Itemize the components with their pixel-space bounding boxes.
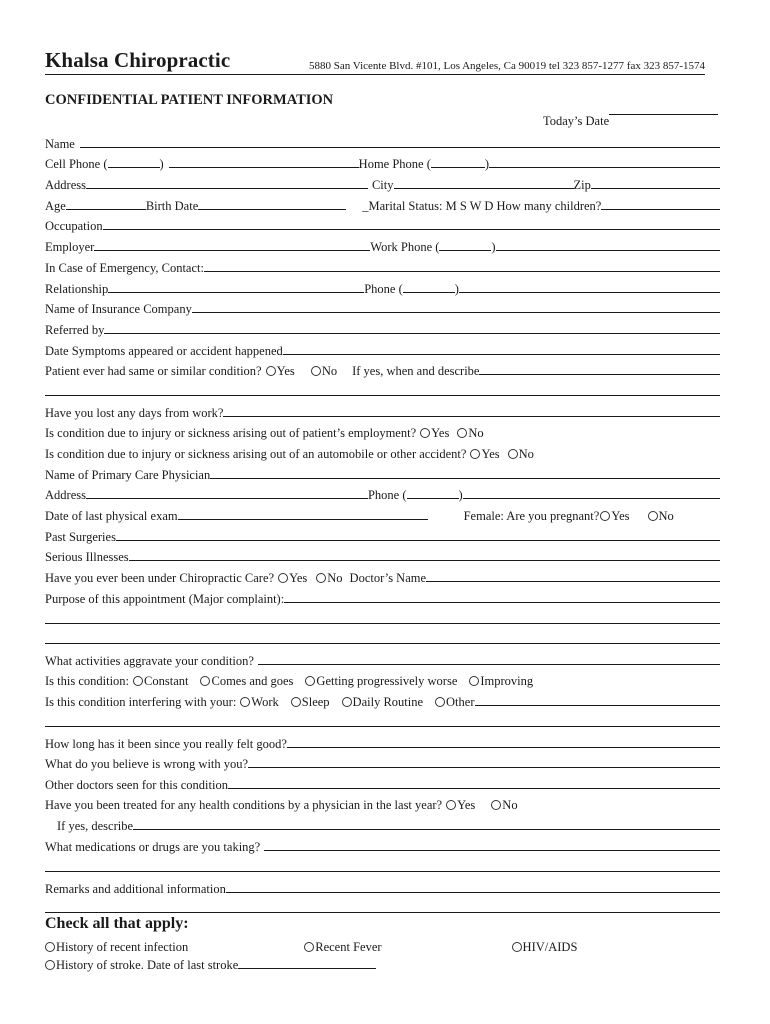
work-phone-field[interactable] — [496, 250, 720, 251]
recent-infection-label: History of recent infection — [56, 940, 189, 954]
lost-days-label: Have you lost any days from work? — [45, 406, 224, 420]
row-blank-4 — [45, 711, 720, 731]
treated-yes[interactable] — [442, 798, 475, 813]
row-believe-wrong — [45, 752, 720, 772]
radio-circle-icon[interactable] — [457, 428, 467, 438]
treated-no[interactable] — [487, 798, 517, 813]
radio-circle-icon[interactable] — [311, 366, 321, 376]
past-surgeries-label: Past Surgeries — [45, 530, 116, 544]
insurance-field[interactable] — [192, 312, 720, 313]
no-label: No — [468, 426, 484, 440]
condition-improving[interactable] — [465, 674, 533, 689]
city-field[interactable] — [394, 188, 574, 189]
radio-circle-icon[interactable] — [266, 366, 276, 376]
condition-constant[interactable] — [129, 674, 188, 689]
row-felt-good — [45, 732, 720, 752]
insurance-label: Name of Insurance Company — [45, 302, 192, 316]
row-physician-address — [45, 483, 720, 503]
daily-routine-label: Daily Routine — [352, 695, 424, 709]
other-label: Other — [446, 695, 475, 709]
occupation-field[interactable] — [103, 229, 720, 230]
doctors-name-label: Doctor’s Name — [349, 571, 427, 585]
name-label: Name — [45, 137, 75, 151]
felt-good-label: How long has it been since you really felt good? — [45, 737, 287, 751]
other-doctors-field[interactable] — [228, 788, 720, 789]
row-past-surgeries — [45, 525, 720, 545]
row-occupation — [45, 214, 720, 234]
home-area-code-field[interactable] — [431, 167, 485, 168]
interfering-work[interactable] — [236, 695, 278, 710]
row-referred — [45, 318, 720, 338]
yes-label: Yes — [276, 364, 295, 378]
cell-paren-close: ) — [159, 157, 164, 171]
auto-injury-yes[interactable] — [466, 447, 499, 462]
row-address — [45, 173, 720, 193]
doctors-name-field[interactable] — [426, 581, 720, 582]
condition-comes-and-goes[interactable] — [196, 674, 293, 689]
row-medications — [45, 835, 720, 855]
clinic-contact-info: 5880 San Vicente Blvd. #101, Los Angeles, Ca 90019 tel 323 857-1277 fax 323 857-1574 — [308, 60, 705, 72]
date-symptoms-field[interactable] — [283, 354, 720, 355]
row-aggravate — [45, 649, 720, 669]
chiro-care-yes[interactable] — [274, 571, 307, 586]
purpose-continuation-field-2[interactable] — [45, 643, 720, 644]
interfering-label: Is this condition interfering with your: — [45, 695, 237, 709]
row-blank-6 — [45, 897, 720, 917]
purpose-label: Purpose of this appointment (Major complaint): — [45, 592, 285, 606]
address-field[interactable] — [86, 188, 368, 189]
auto-injury-no[interactable] — [504, 447, 534, 462]
employment-injury-label: Is condition due to injury or sickness arising out of patient’s employment? — [45, 426, 417, 440]
row-serious-illnesses — [45, 545, 720, 565]
todays-date-row — [543, 114, 718, 129]
no-label: No — [327, 571, 343, 585]
serious-illnesses-field[interactable] — [129, 560, 720, 561]
chiro-care-no[interactable] — [312, 571, 342, 586]
if-yes-describe-label: If yes, when and describe — [352, 364, 480, 378]
physician-paren-close: ) — [458, 488, 463, 502]
row-same-condition — [45, 359, 720, 379]
believe-wrong-field[interactable] — [248, 767, 720, 768]
constant-label: Constant — [144, 674, 189, 688]
medications-label: What medications or drugs are you taking? — [45, 840, 261, 854]
row-insurance — [45, 297, 720, 317]
pregnant-yes[interactable] — [599, 509, 629, 524]
lost-days-field[interactable] — [223, 416, 720, 417]
marital-status-label: _Marital Status: M S W D How many children? — [362, 199, 602, 213]
chiro-care-label: Have you ever been under Chiropractic Care? — [45, 571, 275, 585]
hiv-aids-label: HIV/AIDS — [522, 940, 578, 954]
same-condition-yes[interactable] — [262, 364, 295, 379]
referred-by-label: Referred by — [45, 323, 105, 337]
medications-continuation-field[interactable] — [45, 871, 720, 872]
remarks-label: Remarks and additional information — [45, 882, 226, 896]
serious-illnesses-label: Serious Illnesses — [45, 550, 129, 564]
form-title: CONFIDENTIAL PATIENT INFORMATION — [45, 92, 334, 108]
comes-and-goes-label: Comes and goes — [211, 674, 294, 688]
home-paren-close: ) — [484, 157, 490, 171]
physician-area-code-field[interactable] — [407, 498, 459, 499]
emergency-contact-label: In Case of Emergency, Contact: — [45, 261, 204, 275]
referred-by-field[interactable] — [104, 333, 720, 334]
believe-wrong-label: What do you believe is wrong with you? — [45, 757, 249, 771]
row-purpose — [45, 587, 720, 607]
letterhead — [45, 50, 705, 75]
row-checklist-1 — [45, 935, 720, 955]
emergency-phone-field[interactable] — [459, 292, 720, 293]
row-relationship — [45, 277, 720, 297]
treated-describe-field[interactable] — [133, 829, 720, 830]
same-condition-no[interactable] — [307, 364, 337, 379]
todays-date-label: Today’s Date — [543, 114, 610, 128]
employer-label: Employer — [45, 240, 95, 254]
row-treated-last-year — [45, 793, 720, 813]
remarks-field[interactable] — [226, 892, 720, 893]
relationship-field[interactable] — [108, 292, 364, 293]
no-label: No — [658, 509, 674, 523]
row-primary-physician — [45, 463, 720, 483]
physician-phone-field[interactable] — [463, 498, 720, 499]
medications-field[interactable] — [264, 850, 720, 851]
condition-is-label: Is this condition: — [45, 674, 130, 688]
condition-getting-worse[interactable] — [301, 674, 457, 689]
check-history-stroke[interactable] — [45, 958, 238, 973]
employment-injury-yes[interactable] — [416, 426, 449, 441]
no-label: No — [518, 447, 534, 461]
checkbox-circle-icon[interactable] — [304, 942, 314, 952]
same-condition-label: Patient ever had same or similar condition? — [45, 364, 262, 378]
birth-date-label: Birth Date — [145, 199, 199, 213]
work-phone-label: Work Phone ( — [370, 240, 440, 254]
radio-circle-icon[interactable] — [648, 511, 658, 521]
row-lost-days — [45, 401, 720, 421]
interfering-other-field[interactable] — [475, 705, 721, 706]
yes-label: Yes — [289, 571, 308, 585]
row-blank-2 — [45, 608, 720, 628]
clinic-name: Khalsa Chiropractic — [45, 48, 231, 72]
physician-address-field[interactable] — [86, 498, 368, 499]
city-label: City — [371, 178, 394, 192]
radio-circle-icon[interactable] — [342, 697, 352, 707]
row-emergency — [45, 256, 720, 276]
purpose-continuation-field-1[interactable] — [45, 623, 720, 624]
row-employment-injury — [45, 421, 720, 441]
cell-phone-label: Cell Phone ( — [45, 157, 108, 171]
yes-label: Yes — [457, 798, 476, 812]
same-condition-continuation-field[interactable] — [45, 395, 720, 396]
aggravate-field[interactable] — [258, 664, 720, 665]
radio-circle-icon[interactable] — [278, 573, 288, 583]
row-blank-1 — [45, 380, 720, 400]
radio-circle-icon[interactable] — [305, 676, 315, 686]
interfering-sleep[interactable] — [287, 695, 330, 710]
last-physical-field[interactable] — [178, 519, 428, 520]
emergency-phone-label: Phone ( — [364, 282, 403, 296]
relationship-label: Relationship — [45, 282, 109, 296]
zip-field[interactable] — [591, 188, 720, 189]
checkbox-circle-icon[interactable] — [512, 942, 522, 952]
checkbox-circle-icon[interactable] — [45, 942, 55, 952]
checkbox-circle-icon[interactable] — [45, 960, 55, 970]
interfering-continuation-field[interactable] — [45, 726, 720, 727]
checklist-title: Check all that apply: — [45, 915, 189, 932]
last-stroke-date-field[interactable] — [238, 968, 376, 969]
age-label: Age — [45, 199, 66, 213]
emergency-paren-close: ) — [454, 282, 459, 296]
row-name — [45, 132, 720, 152]
work-paren-close: ) — [491, 240, 496, 254]
row-phones — [45, 152, 720, 172]
radio-circle-icon[interactable] — [316, 573, 326, 583]
radio-circle-icon[interactable] — [133, 676, 143, 686]
radio-circle-icon[interactable] — [446, 800, 456, 810]
auto-injury-label: Is condition due to injury or sickness arising out of an automobile or other accident? — [45, 447, 467, 461]
if-yes-describe-label-2: If yes, describe — [57, 819, 134, 833]
row-condition-type — [45, 669, 720, 689]
history-stroke-label: History of stroke. Date of last stroke — [56, 958, 239, 972]
work-label: Work — [251, 695, 279, 709]
radio-circle-icon[interactable] — [420, 428, 430, 438]
radio-circle-icon[interactable] — [240, 697, 250, 707]
primary-physician-field[interactable] — [210, 478, 720, 479]
no-label: No — [321, 364, 338, 378]
row-blank-5 — [45, 856, 720, 876]
yes-label: Yes — [611, 509, 630, 523]
row-age — [45, 194, 720, 214]
row-remarks — [45, 877, 720, 897]
last-physical-label: Date of last physical exam — [45, 509, 178, 523]
treated-last-year-label: Have you been treated for any health conditions by a physician in the last year? — [45, 798, 443, 812]
recent-fever-label: Recent Fever — [315, 940, 382, 954]
row-chiro-care — [45, 566, 720, 586]
interfering-daily-routine[interactable] — [338, 695, 423, 710]
cell-phone-field[interactable] — [169, 167, 359, 168]
radio-circle-icon[interactable] — [470, 449, 480, 459]
home-phone-field[interactable] — [489, 167, 720, 168]
row-auto-injury — [45, 442, 720, 462]
other-doctors-label: Other doctors seen for this condition — [45, 778, 228, 792]
interfering-other[interactable] — [431, 695, 474, 710]
row-last-physical — [45, 504, 720, 524]
date-symptoms-label: Date Symptoms appeared or accident happened — [45, 344, 283, 358]
yes-label: Yes — [431, 426, 450, 440]
radio-circle-icon[interactable] — [291, 697, 301, 707]
same-condition-describe-field[interactable] — [479, 374, 720, 375]
physician-phone-label: Phone ( — [367, 488, 407, 502]
radio-circle-icon[interactable] — [200, 676, 210, 686]
past-surgeries-field[interactable] — [116, 540, 720, 541]
children-field[interactable] — [601, 209, 720, 210]
radio-circle-icon[interactable] — [491, 800, 501, 810]
remarks-continuation-field[interactable] — [45, 912, 720, 913]
row-date-symptoms — [45, 339, 720, 359]
name-field[interactable] — [80, 147, 720, 148]
sleep-label: Sleep — [301, 695, 330, 709]
felt-good-field[interactable] — [287, 747, 720, 748]
occupation-label: Occupation — [45, 219, 103, 233]
emergency-area-code-field[interactable] — [403, 292, 455, 293]
zip-label: Zip — [573, 178, 591, 192]
physician-address-label: Address — [45, 488, 86, 502]
row-checklist-2 — [45, 953, 720, 973]
pregnant-no[interactable] — [644, 509, 674, 524]
radio-circle-icon[interactable] — [508, 449, 518, 459]
improving-label: Improving — [480, 674, 534, 688]
age-field[interactable] — [66, 209, 146, 210]
employer-field[interactable] — [94, 250, 370, 251]
row-treated-describe — [45, 814, 720, 834]
row-other-doctors — [45, 773, 720, 793]
getting-worse-label: Getting progressively worse — [316, 674, 458, 688]
pregnant-label: Female: Are you pregnant? — [463, 509, 600, 523]
address-label: Address — [45, 178, 86, 192]
radio-circle-icon[interactable] — [435, 697, 445, 707]
primary-physician-label: Name of Primary Care Physician — [45, 468, 211, 482]
radio-circle-icon[interactable] — [600, 511, 610, 521]
purpose-field[interactable] — [284, 602, 720, 603]
radio-circle-icon[interactable] — [469, 676, 479, 686]
work-area-code-field[interactable] — [439, 250, 491, 251]
todays-date-field[interactable] — [609, 114, 718, 115]
row-blank-3 — [45, 628, 720, 648]
emergency-contact-field[interactable] — [204, 271, 720, 272]
birth-date-field[interactable] — [198, 209, 346, 210]
row-employer — [45, 235, 720, 255]
cell-area-code-field[interactable] — [108, 167, 160, 168]
employment-injury-no[interactable] — [453, 426, 483, 441]
row-interfering — [45, 690, 720, 710]
yes-label: Yes — [481, 447, 500, 461]
no-label: No — [502, 798, 518, 812]
home-phone-label: Home Phone ( — [358, 157, 431, 171]
aggravate-label: What activities aggravate your condition? — [45, 654, 254, 668]
